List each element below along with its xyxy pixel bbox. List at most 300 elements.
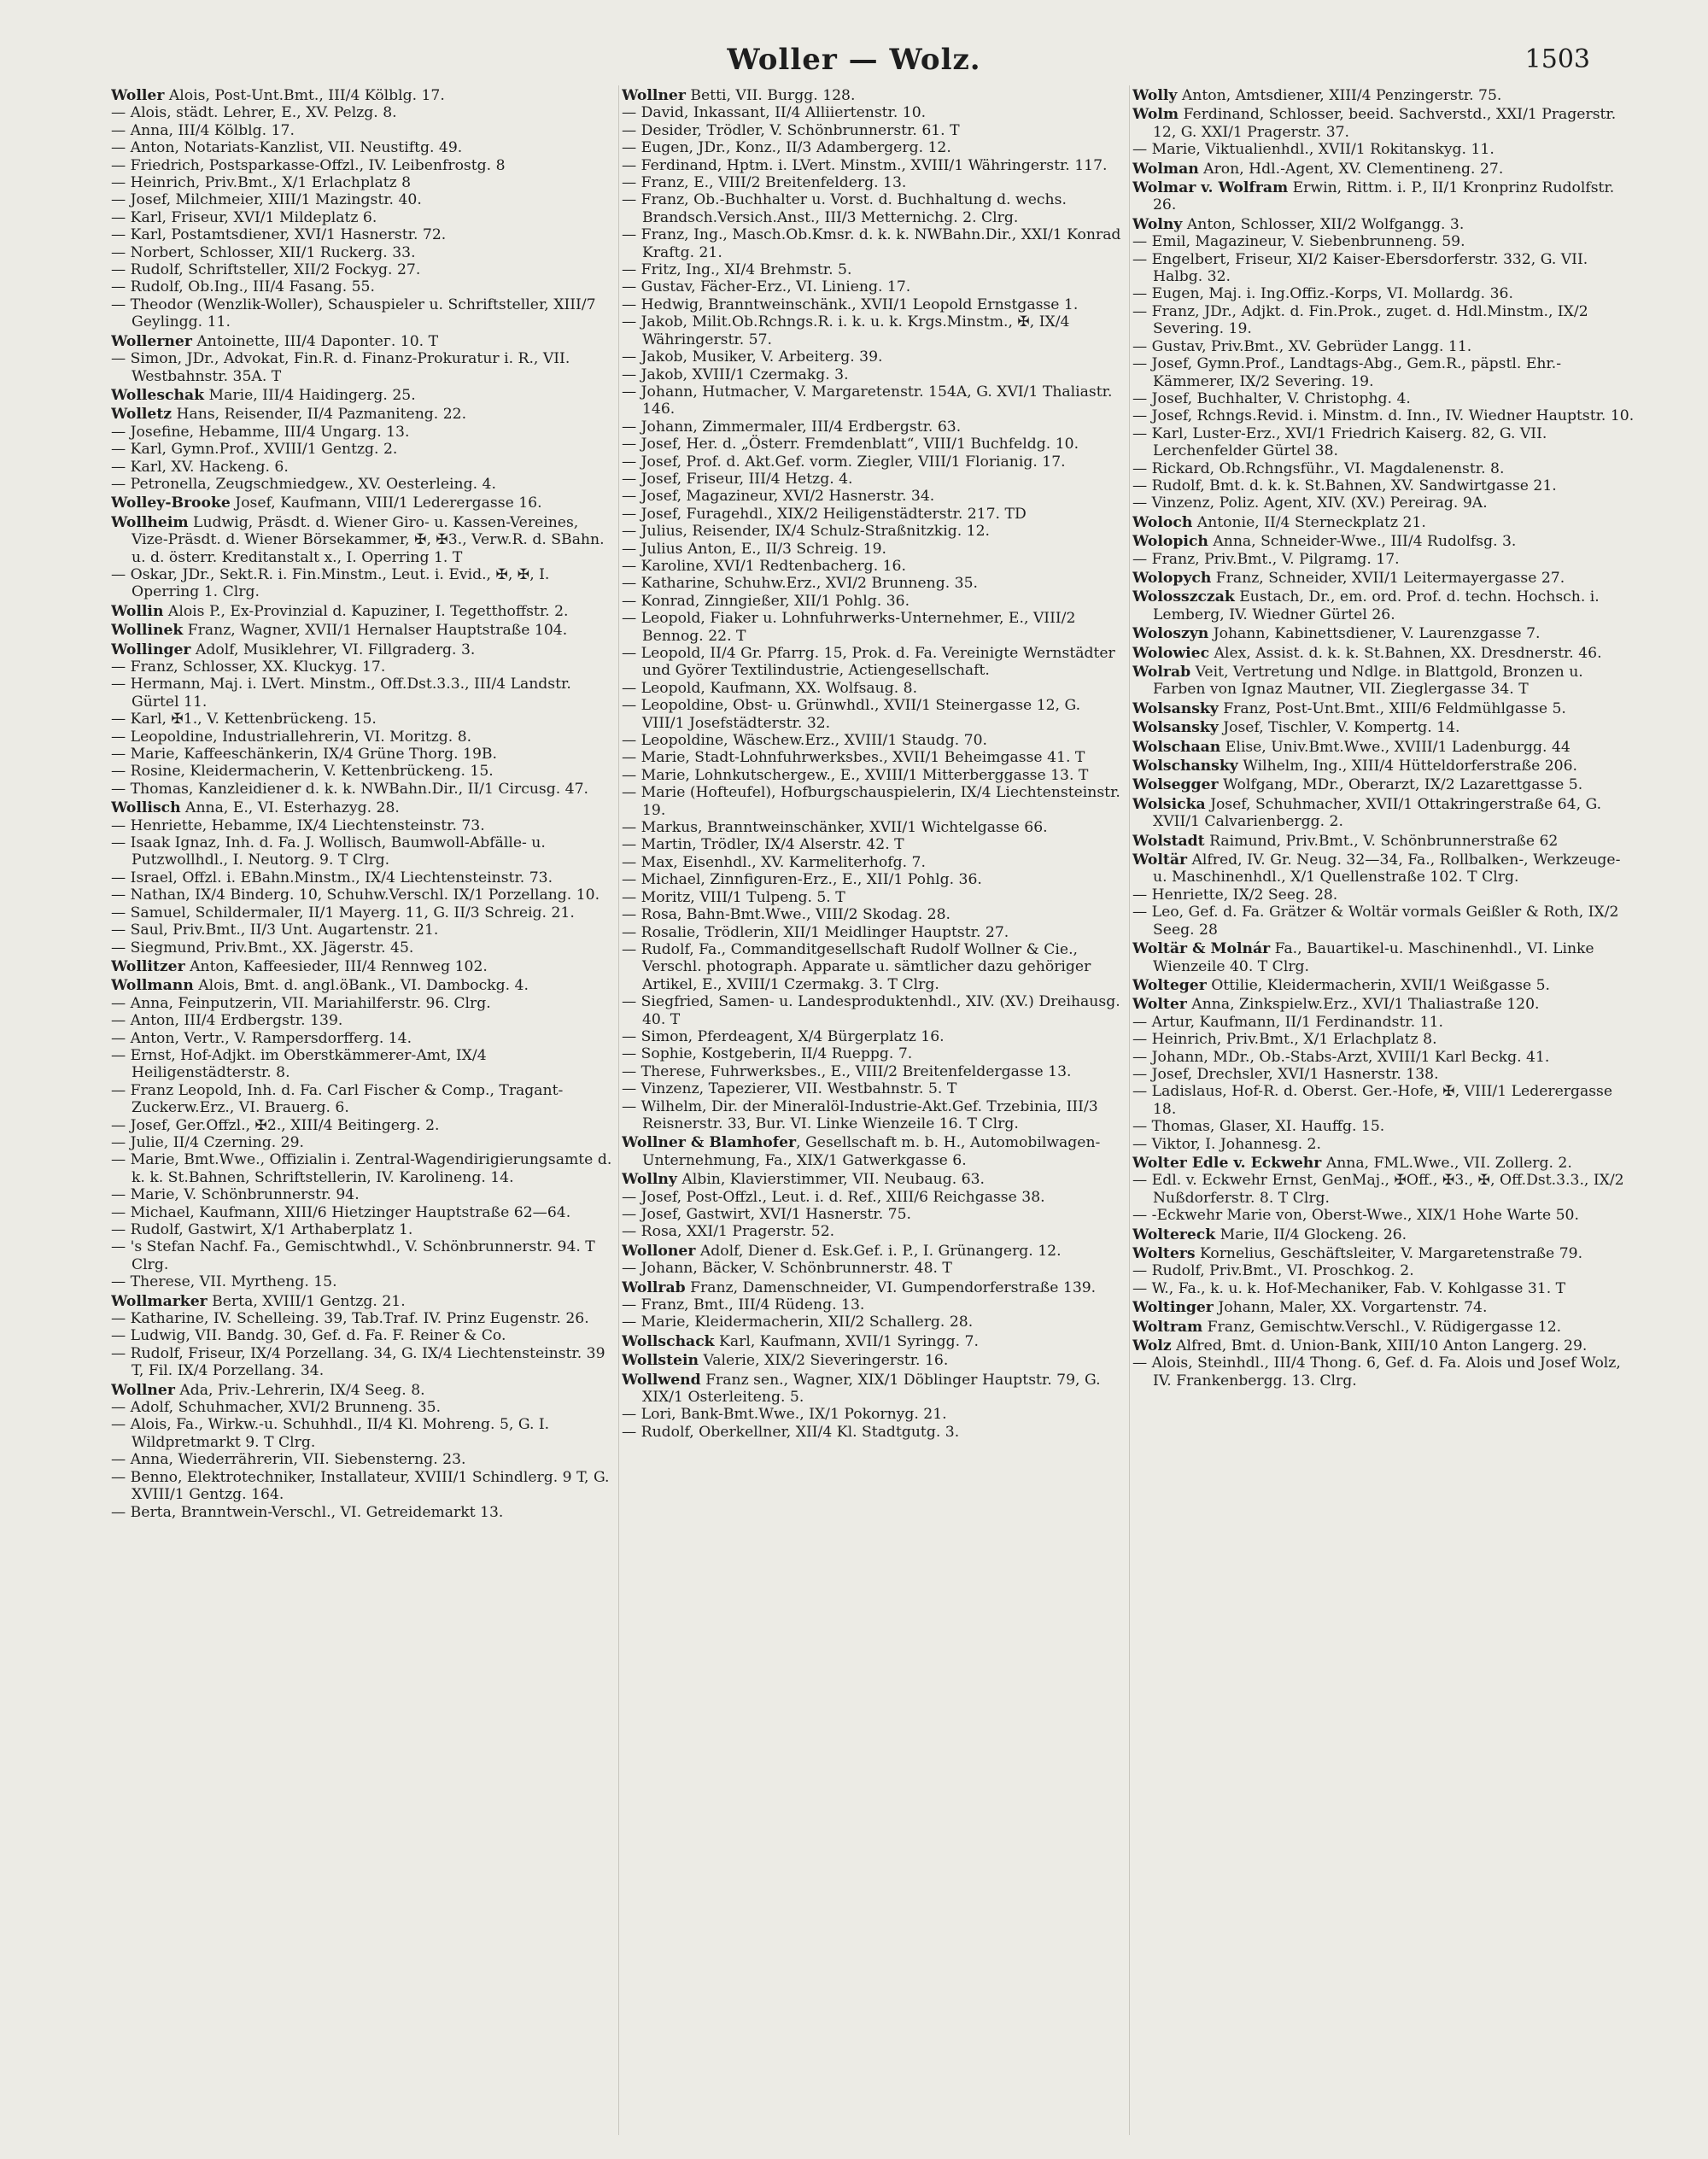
entry-surname: Woltär [1132,851,1188,869]
entry-details: — Jakob, Musiker, V. Arbeiterg. 39. [622,348,883,366]
directory-entry [1132,1031,1636,1048]
directory-entry [1132,407,1636,424]
entry-details: — Josef, Magazineur, XVI/2 Hasnerstr. 34. [622,488,935,506]
directory-entry [111,494,615,512]
directory-entry [622,1243,1126,1260]
entry-details: Marie, III/4 Haidingerg. 25. [204,386,416,404]
directory-entry [622,418,1126,436]
directory-entry [111,728,615,746]
directory-entry [1132,285,1636,302]
entry-details: Franz, Wagner, XVII/1 Hernalser Hauptstraße 104. [183,622,568,640]
entry-details: — Gustav, Priv.Bmt., XV. Gebrüder Langg. 11. [1132,337,1472,355]
entry-surname: Wolsansky [1132,699,1219,717]
directory-entry [111,904,615,922]
directory-entry [1132,390,1636,407]
directory-entry [111,1204,615,1221]
directory-entry [622,488,1126,505]
entry-details: Franz, Gemischtw.Verschl., V. Rüdigergasse 12. [1202,1318,1562,1336]
directory-entry [622,139,1126,156]
directory-entry [111,922,615,939]
directory-entry [622,523,1126,540]
entry-surname: Woltram [1132,1318,1203,1336]
directory-entry [111,333,615,350]
directory-entry [1132,87,1636,104]
directory-entry [111,104,615,121]
entry-details: — Josef, Rchngs.Revid. i. Minstm. d. Inn., IV. Wiedner Hauptstr. 10. [1132,407,1635,425]
entry-surname: Wolschaan [1132,738,1221,756]
entry-details: — Franz, JDr., Adjkt. d. Fin.Prok., zuget. d. Hdl.Minstm., IX/2 Severing. 19. [1132,302,1588,338]
entry-surname: Wolsansky [1132,719,1219,737]
directory-entry [111,1469,615,1504]
directory-entry [1132,494,1636,512]
directory-entry [1132,551,1636,568]
directory-column-3 [1132,85,1636,2135]
directory-entry [622,157,1126,174]
entry-details: — Rudolf, Schriftsteller, XII/2 Fockyg. 27. [111,261,421,279]
entry-details: — Siegmund, Priv.Bmt., XX. Jägerstr. 45. [111,939,414,957]
entry-details: — Petronella, Zeugschmiedgew., XV. Oesterleing. 4. [111,475,496,493]
entry-details: Adolf, Musiklehrer, VI. Fillgraderg. 3. [190,641,476,658]
entry-details: Elise, Univ.Bmt.Wwe., XVIII/1 Ladenburgg. 44 [1220,738,1571,756]
directory-entry [111,995,615,1012]
entry-surname: Wollmann [111,977,194,995]
entry-details: — Josef, Prof. d. Akt.Gef. vorm. Ziegler, VIII/1 Florianig. 17. [622,453,1066,471]
entry-details: — Artur, Kaufmann, II/1 Ferdinandstr. 11. [1132,1013,1443,1031]
directory-entry [1132,303,1636,338]
entry-surname: Wolrab [1132,664,1191,681]
entry-surname: Wolny [1132,215,1183,233]
directory-entry [1132,977,1636,994]
entry-details: Anna, Zinkspielw.Erz., XVI/1 Thaliastraße 120. [1186,996,1540,1014]
entry-details: — Katharine, IV. Schelleing. 39, Tab.Traf. IV. Prinz Eugenstr. 26. [111,1310,589,1328]
entry-details: Alois, Post-Unt.Bmt., III/4 Kölblg. 17. [164,87,445,104]
entry-details: — Friedrich, Postsparkasse-Offzl., IV. Leibenfrostg. 8 [111,156,506,174]
entry-details: Anna, E., VI. Esterhazyg. 28. [180,799,400,817]
entry-details: — Anton, Notariats-Kanzlist, VII. Neustiftg. 49. [111,139,463,157]
entry-details: Hans, Reisender, II/4 Pazmaniteng. 22. [172,406,467,424]
directory-entry [622,122,1126,139]
entry-details: — Josef, Furagehdl., XIX/2 Heiligenstädterstr. 217. TD [622,505,1027,523]
entry-details: — Rosa, XXI/1 Pragerstr. 52. [622,1223,835,1241]
entry-details: — Rudolf, Ob.Ing., III/4 Fasang. 55. [111,278,375,296]
entry-details: — Josefine, Hebamme, III/4 Ungarg. 13. [111,423,410,441]
entry-details: — W., Fa., k. u. k. Hof-Mechaniker, Fab. V. Kohlgasse 31. T [1132,1279,1566,1297]
entry-details: — Alois, Steinhdl., III/4 Thong. 6, Gef. d. Fa. Alois und Josef Wolz, IV. Frankenbergg. 13. Clrg. [1132,1354,1621,1390]
entry-details: — Rudolf, Bmt. d. k. k. St.Bahnen, XV. Sandwirtgasse 21. [1132,477,1557,494]
entry-details: Josef, Schuhmacher, XVII/1 Ottakringerstraße 64, G. XVII/1 Calvarienbergg. 2. [1153,795,1602,831]
directory-entry [622,680,1126,697]
entry-details: — Thomas, Kanzleidiener d. k. k. NWBahn.Dir., II/1 Circusg. 47. [111,780,588,798]
directory-entry [111,622,615,639]
directory-entry [1132,645,1636,662]
directory-entry [1132,700,1636,717]
entry-details: — Desider, Trödler, V. Schönbrunnerstr. 61. T [622,121,960,139]
entry-details: — Max, Eisenhdl., XV. Karmeliterhofg. 7. [622,853,926,871]
entry-details: — Josef, Milchmeier, XIII/1 Mazingstr. 40. [111,191,422,209]
directory-entry [622,1406,1126,1423]
directory-entry [111,566,615,601]
entry-details: — Karl, Gymn.Prof., XVIII/1 Gentzg. 2. [111,441,398,459]
directory-entry [1132,776,1636,793]
directory-entry [111,406,615,423]
entry-surname: Wolowiec [1132,644,1210,662]
directory-entry [622,1045,1126,1062]
directory-entry [1132,851,1636,886]
entry-details: Betti, VII. Burgg. 128. [685,87,856,104]
directory-entry [622,610,1126,645]
entry-details: — Franz, Priv.Bmt., V. Pilgramg. 17. [1132,550,1400,568]
directory-entry [111,834,615,869]
entry-details: — Alois, städt. Lehrer, E., XV. Pelzg. 8. [111,104,397,122]
directory-entry [111,603,615,620]
entry-details: Kornelius, Geschäftsleiter, V. Margaretenstraße 79. [1195,1245,1583,1262]
entry-details: Franz, Schneider, XVII/1 Leitermayergasse 27. [1211,569,1565,587]
directory-entry [111,226,615,243]
directory-entry [111,350,615,385]
directory-entry [111,139,615,156]
directory-entry [111,641,615,658]
directory-entry [1132,1118,1636,1135]
entry-surname: Wolman [1132,160,1199,178]
entry-details: — Rudolf, Friseur, IX/4 Porzellang. 34, G. IX/4 Liechtensteinstr. 39 T, Fil. IX/4 Porzellang. 34. [111,1344,605,1380]
directory-entry [622,174,1126,191]
directory-entry [111,174,615,191]
entry-details: — Ladislaus, Hof-R. d. Oberst. Ger.-Hofe, ✠, VIII/1 Lederergasse 18. [1132,1083,1613,1118]
entry-surname: Wolosszczak [1132,588,1235,606]
entry-details: — Henriette, Hebamme, IX/4 Liechtensteinstr. 73. [111,816,485,834]
directory-entry [622,296,1126,313]
directory-entry [111,87,615,104]
directory-entry [1132,1155,1636,1172]
entry-details: — Anton, Vertr., V. Rampersdorfferg. 14. [111,1029,412,1047]
entry-details: Josef, Tischler, V. Kompertg. 14. [1218,719,1460,737]
directory-entry [622,1171,1126,1188]
directory-entry [1132,460,1636,477]
directory-entry [1132,251,1636,286]
directory-entry [622,1028,1126,1045]
entry-details: — Josef, Post-Offzl., Leut. i. d. Ref., XIII/6 Reichgasse 38. [622,1188,1045,1206]
directory-entry [111,1310,615,1327]
entry-surname: Wollheim [111,513,189,531]
directory-entry [1132,141,1636,158]
directory-entry [1132,425,1636,460]
directory-entry [622,191,1126,226]
entry-details: — Franz, Ob.-Buchhalter u. Vorst. d. Buchhaltung d. wechs. Brandsch.Versich.Anst., III/3 Metternichg. 2. Clrg. [622,191,1067,226]
entry-details: Franz sen., Wagner, XIX/1 Döblinger Hauptstr. 79, G. XIX/1 Osterleiteng. 5. [642,1371,1101,1407]
directory-entry [622,87,1126,104]
directory-entry [1132,1319,1636,1336]
entry-details: — Leopold, II/4 Gr. Pfarrg. 15, Prok. d. Fa. Vereinigte Wernstädter und Györer Textilindustrie, Actiengesellschaft. [622,645,1115,680]
entry-details: — Marie, Kleidermacherin, XII/2 Schallerg. 28. [622,1314,974,1331]
directory-entry [1132,1337,1636,1354]
directory-column-1 [111,85,615,2135]
directory-entry [1132,1245,1636,1262]
directory-entry [1132,216,1636,233]
directory-entry [1132,233,1636,250]
directory-entry [622,1333,1126,1350]
directory-entry [111,886,615,904]
directory-entry [111,1416,615,1451]
entry-details: — Rosine, Kleidermacherin, V. Kettenbrückeng. 15. [111,763,494,781]
entry-details: — Anton, III/4 Erdbergstr. 139. [111,1012,343,1030]
entry-surname: Wollny [622,1171,677,1189]
entry-details: — Leopoldine, Wäschew.Erz., XVIII/1 Staudg. 70. [622,732,988,750]
directory-entry [622,1424,1126,1441]
directory-entry [111,459,615,476]
entry-details: Marie, II/4 Glockeng. 26. [1215,1226,1407,1243]
entry-details: — Rudolf, Priv.Bmt., VI. Proschkog. 2. [1132,1262,1414,1280]
entry-details: — Theodor (Wenzlik-Woller), Schauspieler u. Schriftsteller, XIII/7 Geylingg. 11. [111,295,596,331]
entry-details: Wolfgang, MDr., Oberarzt, IX/2 Lazarettgasse 5. [1218,776,1583,794]
directory-entry [111,676,615,711]
entry-details: — Hermann, Maj. i. LVert. Minstm., Off.Dst.3.3., III/4 Landstr. Gürtel 11. [111,676,571,711]
entry-details: Albin, Klavierstimmer, VII. Neubaug. 63. [676,1171,985,1189]
entry-details: Veit, Vertretung und Ndlge. in Blattgold, Bronzen u. Farben von Ignaz Mautner, VII. Zieglergasse 34. T [1153,664,1583,699]
entry-details: , Gesellschaft m. b. H., Automobilwagen-Unternehmung, Fa., XIX/1 Gatwerkgasse 6. [642,1134,1101,1169]
directory-entry [622,645,1126,680]
directory-entry [111,1030,615,1047]
directory-entry [622,1260,1126,1277]
entry-surname: Wolz [1132,1337,1172,1355]
directory-entry [622,854,1126,871]
directory-entry [111,157,615,174]
directory-entry [1132,1226,1636,1243]
entry-details: Franz, Post-Unt.Bmt., XIII/6 Feldmühlgasse 5. [1218,699,1566,717]
directory-entry [1132,106,1636,141]
entry-surname: Wollschack [622,1332,715,1350]
entry-details: — Rickard, Ob.Rchngsführ., VI. Magdalenenstr. 8. [1132,459,1505,477]
column-rule [618,85,619,2135]
entry-details: — Therese, Fuhrwerksbes., E., VIII/2 Breitenfeldergasse 13. [622,1062,1072,1080]
entry-details: Anton, Schlosser, XII/2 Wolfgangg. 3. [1182,215,1465,233]
directory-entry [622,313,1126,348]
directory-entry [622,906,1126,923]
entry-details: — Sophie, Kostgeberin, II/4 Rueppg. 7. [622,1045,913,1063]
entry-details: — Heinrich, Priv.Bmt., X/1 Erlachplatz 8. [1132,1031,1437,1049]
directory-entry [622,1098,1126,1133]
directory-entry [622,1314,1126,1331]
entry-details: — Leopoldine, Industriallehrerin, VI. Moritzg. 8. [111,728,472,746]
entry-surname: Wollin [111,602,164,620]
entry-details: — Rudolf, Gastwirt, X/1 Arthaberplatz 1. [111,1221,413,1238]
directory-entry [1132,719,1636,736]
directory-entry [622,993,1126,1028]
directory-entry [111,261,615,278]
entry-details: — Marie, Stadt-Lohnfuhrwerksbes., XVII/1 Beheimgasse 41. T [622,749,1085,767]
entry-details: — Josef, Gastwirt, XVI/1 Hasnerstr. 75. [622,1206,911,1223]
entry-details: Alois, Bmt. d. angl.öBank., VI. Dambockg. 4. [193,977,529,995]
entry-details: Ferdinand, Schlosser, beeid. Sachverstd., XXI/1 Pragerstr. 12, G. XXI/1 Pragerstr. 37. [1153,106,1617,141]
directory-entry [622,749,1126,766]
entry-details: — Moritz, VIII/1 Tulpeng. 5. T [622,888,845,906]
directory-entry [622,575,1126,592]
directory-entry [111,514,615,566]
entry-surname: Wolters [1132,1245,1196,1262]
entry-details: — Siegfried, Samen- u. Landesproduktenhdl., XIV. (XV.) Dreihausg. 40. T [622,993,1120,1028]
entry-details: Erwin, Rittm. i. P., II/1 Kronprinz Rudolfstr. 26. [1153,179,1615,214]
entry-details: — Anna, Feinputzerin, VII. Mariahilferstr. 96. Clrg. [111,994,491,1012]
directory-entry [622,924,1126,941]
directory-entry [111,1273,615,1290]
directory-entry [111,939,615,957]
entry-details: — Gustav, Fächer-Erz., VI. Linieng. 17. [622,278,911,296]
entry-details: — Anna, III/4 Kölblg. 17. [111,121,295,139]
directory-entry [111,799,615,816]
directory-entry [111,1082,615,1117]
entry-surname: Wolsegger [1132,776,1219,794]
directory-entry [622,1206,1126,1223]
directory-entry [1132,1136,1636,1153]
directory-entry [1132,355,1636,390]
entry-surname: Wollwend [622,1371,701,1389]
entry-surname: Wolletz [111,406,173,424]
entry-details: — Franz, Bmt., III/4 Rüdeng. 13. [622,1296,865,1314]
directory-entry [622,819,1126,836]
directory-entry [1132,1207,1636,1224]
entry-details: — Benno, Elektrotechniker, Installateur, XVIII/1 Schindlerg. 9 T, G. XVIII/1 Gentzg. 164. [111,1468,610,1504]
entry-details: — Emil, Magazineur, V. Siebenbrunneng. 59. [1132,233,1465,251]
directory-entry [111,1399,615,1416]
directory-entry [1132,514,1636,531]
entry-surname: Wolter Edle v. Eckwehr [1132,1154,1322,1172]
entry-surname: Wollrab [622,1278,686,1296]
directory-entry [1132,758,1636,775]
entry-details: — Johann, Hutmacher, V. Margaretenstr. 154A, G. XVI/1 Thaliastr. 146. [622,383,1113,418]
directory-entry [622,1352,1126,1369]
directory-entry [622,261,1126,278]
entry-details: Ludwig, Präsdt. d. Wiener Giro- u. Kassen-Vereines, Vize-Präsdt. d. Wiener Börsekammer, ✠, ✠3., Verw.R. d. SBahn. u. d. österr. Kreditanstalt x., I. Operring 1. T [132,513,605,566]
directory-entry [1132,179,1636,214]
entry-surname: Wollitzer [111,957,185,975]
directory-entry [622,1080,1126,1097]
entry-details: — Nathan, IX/4 Binderg. 10, Schuhw.Verschl. IX/1 Porzellang. 10. [111,886,600,904]
entry-details: — Simon, JDr., Advokat, Fin.R. d. Finanz-Prokuratur i. R., VII. Westbahnstr. 35A. T [111,350,570,385]
entry-details: — Vinzenz, Poliz. Agent, XIV. (XV.) Pereirag. 9A. [1132,494,1488,512]
directory-entry [111,1012,615,1029]
directory-entry [1132,996,1636,1013]
directory-entry [111,1238,615,1273]
entry-details: — Markus, Branntweinschänker, XVII/1 Wichtelgasse 66. [622,819,1048,837]
directory-entry [622,436,1126,453]
entry-details: — Adolf, Schuhmacher, XVI/2 Brunneng. 35. [111,1399,442,1417]
directory-entry [622,471,1126,488]
directory-entry [1132,739,1636,756]
entry-details: — Thomas, Glaser, XI. Hauffg. 15. [1132,1118,1385,1136]
directory-entry [111,977,615,994]
entry-details: — Michael, Zinnfiguren-Erz., E., XII/1 Pohlg. 36. [622,871,982,889]
entry-details: — Rosa, Bahn-Bmt.Wwe., VIII/2 Skodag. 28. [622,906,951,924]
entry-surname: Wolschansky [1132,758,1238,775]
entry-details: — Karl, Luster-Erz., XVI/1 Friedrich Kaiserg. 82, G. VII. Lerchenfelder Gürtel 38. [1132,424,1547,460]
directory-entry [111,1382,615,1399]
directory-entry [622,767,1126,784]
entry-details: — Simon, Pferdeagent, X/4 Bürgerplatz 16. [622,1027,945,1045]
directory-entry [111,1345,615,1380]
entry-details: — Karl, Postamtsdiener, XVI/1 Hasnerstr. 72. [111,226,447,244]
directory-entry [111,958,615,975]
entry-details: — Samuel, Schildermaler, II/1 Mayerg. 11, G. II/3 Schreig. 21. [111,904,575,922]
entry-surname: Wolsicka [1132,795,1206,813]
directory-entry [622,784,1126,819]
directory-entry [111,209,615,226]
directory-entry [111,244,615,261]
directory-entry [111,1047,615,1082]
entry-details: — Ferdinand, Hptm. i. LVert. Minstm., XVIII/1 Währingerstr. 117. [622,156,1108,174]
entry-details: — Ernst, Hof-Adjkt. im Oberstkämmerer-Amt, IX/4 Heiligenstädterstr. 8. [111,1046,487,1082]
entry-details: — Martin, Trödler, IX/4 Alserstr. 42. T [622,836,904,854]
entry-details: — Franz, E., VIII/2 Breitenfelderg. 13. [622,174,907,192]
directory-entry [111,191,615,208]
entry-surname: Wollerner [111,332,192,350]
directory-entry [622,889,1126,906]
entry-details: — Engelbert, Friseur, XI/2 Kaiser-Ebersdorferstr. 332, G. VII. Halbg. 32. [1132,250,1588,286]
entry-details: Valerie, XIX/2 Sieveringerstr. 16. [699,1352,949,1370]
entry-details: — Julie, II/4 Czerning. 29. [111,1133,304,1151]
entry-surname: Wolopich [1132,533,1208,551]
entry-details: Eustach, Dr., em. ord. Prof. d. techn. Hochsch. i. Lemberg, IV. Wiedner Gürtel 26. [1153,588,1600,623]
entry-surname: Wolmar v. Wolfram [1132,179,1289,197]
directory-entry [1132,1354,1636,1390]
entry-details: Antonie, II/4 Sterneckplatz 21. [1192,513,1426,531]
entry-details: Raimund, Priv.Bmt., V. Schönbrunnerstraße 62 [1204,832,1559,850]
entry-details: Anna, Schneider-Wwe., III/4 Rudolfsg. 3. [1208,533,1517,551]
directory-entry [1132,1049,1636,1066]
directory-entry [1132,1083,1636,1118]
entry-details: — Leopold, Fiaker u. Lohnfuhrwerks-Unternehmer, E., VIII/2 Bennog. 22. T [622,610,1076,645]
entry-details: Johann, Maler, XX. Vorgartenstr. 74. [1213,1299,1488,1317]
entry-details: — Julius Anton, E., II/3 Schreig. 19. [622,540,887,558]
entry-surname: Wollisch [111,799,181,817]
entry-details: — Franz Leopold, Inh. d. Fa. Carl Fischer & Comp., Tragant-Zuckerw.Erz., VI. Brauerg. 6. [111,1081,564,1117]
entry-details: — Leo, Gef. d. Fa. Grätzer & Woltär vormals Geißler & Roth, IX/2 Seeg. 28 [1132,904,1619,939]
entry-details: Ada, Priv.-Lehrerin, IX/4 Seeg. 8. [174,1381,425,1399]
directory-entry [622,348,1126,366]
entry-details: Fa., Bauartikel-u. Maschinenhdl., VI. Linke Wienzeile 40. T Clrg. [1153,940,1594,975]
entry-details: — Jakob, Milit.Ob.Rchngs.R. i. k. u. k. Krgs.Minstm., ✠, IX/4 Währingerstr. 57. [622,313,1070,348]
entry-details: — Israel, Offzl. i. EBahn.Minstm., IX/4 Liechtensteinstr. 73. [111,869,553,886]
directory-entry [111,296,615,331]
directory-entry [622,366,1126,383]
directory-entry [622,1189,1126,1206]
entry-details: — Marie, Kaffeeschänkerin, IX/4 Grüne Thorg. 19B. [111,746,498,764]
directory-entry [1132,833,1636,850]
entry-details: — Josef, Ger.Offzl., ✠2., XIII/4 Beitingerg. 2. [111,1116,440,1134]
entry-details: Anton, Kaffeesieder, III/4 Rennweg 102. [184,957,488,975]
directory-entry [1132,904,1636,939]
directory-entry [1132,570,1636,587]
column-rule [1129,85,1130,2135]
entry-details: — 's Stefan Nachf. Fa., Gemischtwhdl., V. Schönbrunnerstr. 94. T Clrg. [111,1238,595,1273]
page-number: 1503 [1524,44,1590,74]
entry-details: — Rudolf, Fa., Commanditgesellschaft Rudolf Wollner & Cie., Verschl. photograph. Apparate u. sämtlicher dazu gehöriger Artikel, E., XVIII/1 Czermakg. 3. T Clrg. [622,940,1091,993]
directory-entry [1132,1172,1636,1207]
directory-entry [111,711,615,728]
entry-surname: Woller [111,87,165,104]
directory-entry [1132,796,1636,831]
directory-entry [111,781,615,798]
directory-entry [111,122,615,139]
entry-details: Ottilie, Kleidermacherin, XVII/1 Weißgasse 5. [1206,976,1551,994]
directory-entry [111,763,615,780]
directory-entry [1132,161,1636,178]
directory-entry [622,226,1126,261]
entry-details: — Marie (Hofteufel), Hofburgschauspielerin, IX/4 Liechtensteinstr. 19. [622,784,1120,819]
directory-entry [622,697,1126,732]
entry-details: Anna, FML.Wwe., VII. Zollerg. 2. [1321,1154,1572,1172]
directory-entry [622,593,1126,610]
directory-entry [622,1296,1126,1314]
entry-details: — Norbert, Schlosser, XII/1 Ruckerg. 33. [111,243,416,261]
